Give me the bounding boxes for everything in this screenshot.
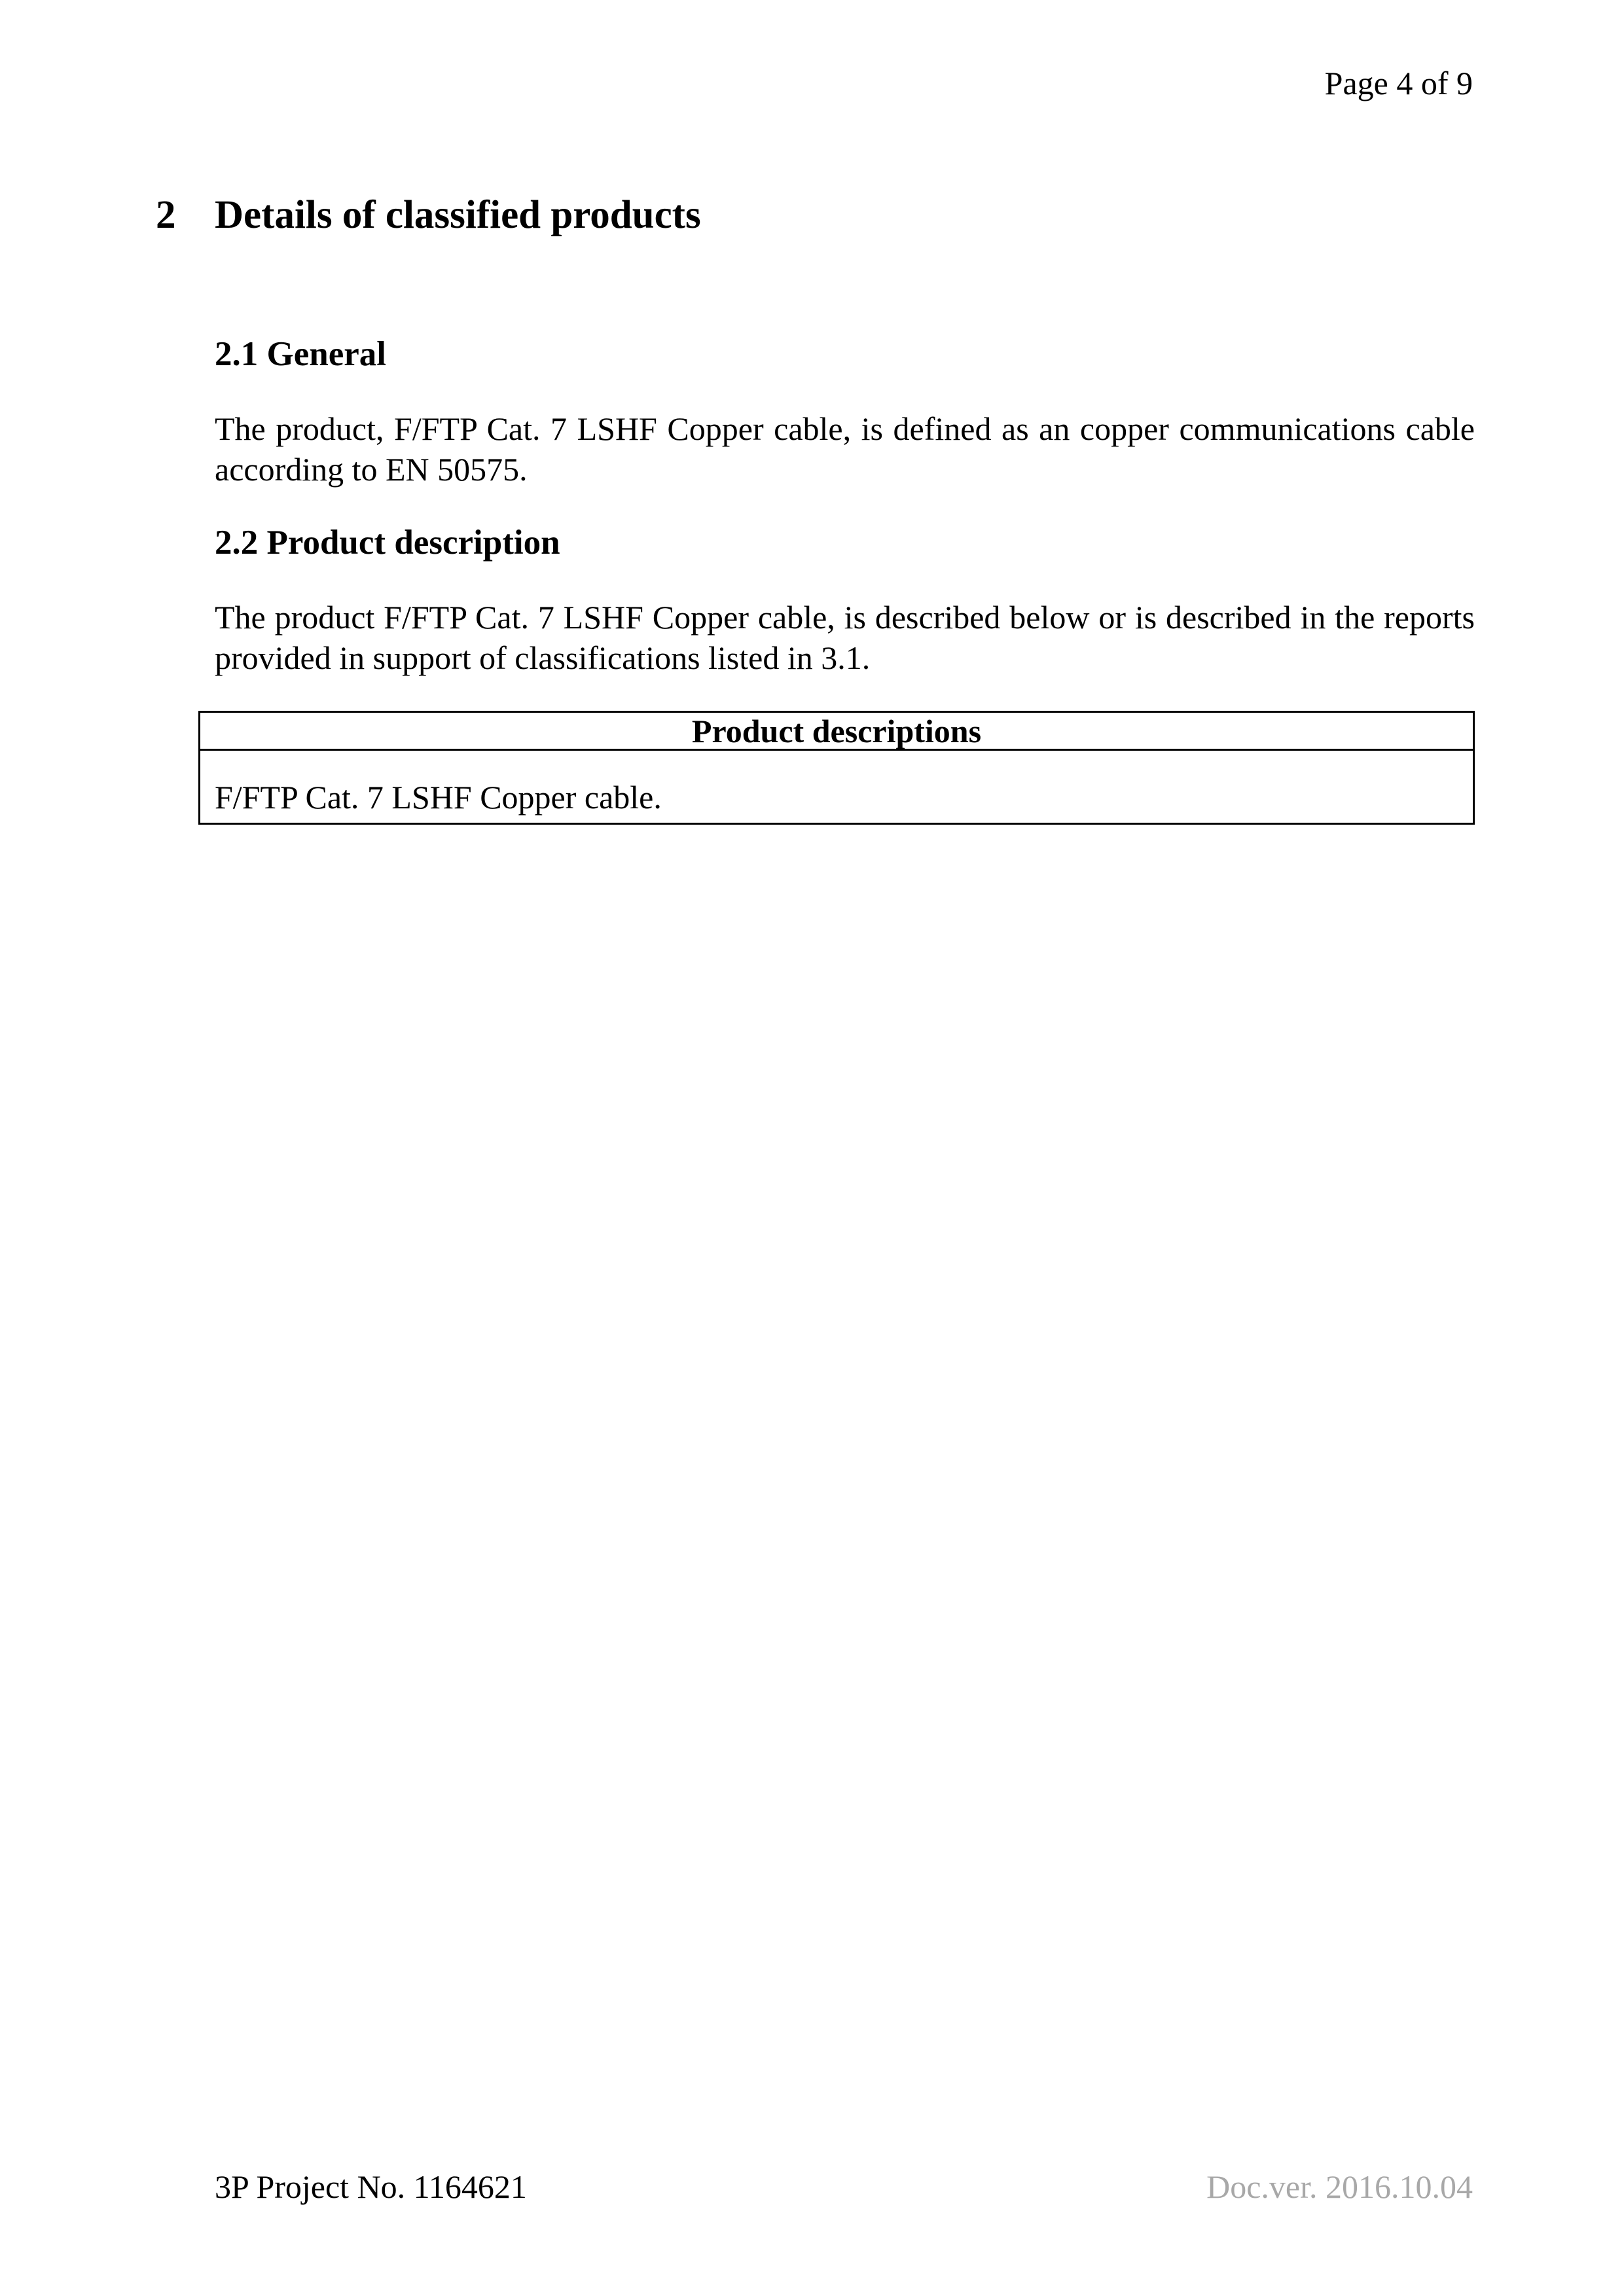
- page-number-label: Page 4 of 9: [1324, 65, 1473, 101]
- product-table-cell-text: F/FTP Cat. 7 LSHF Copper cable.: [215, 779, 662, 816]
- section-heading-product-description: 2.2 Product description: [215, 524, 560, 562]
- general-paragraph: The product, F/FTP Cat. 7 LSHF Copper cable, is defined as an copper communications cable according to EN 50575.: [215, 410, 1475, 488]
- footer-doc-version: Doc.ver. 2016.10.04: [1206, 2168, 1473, 2205]
- section-heading-general: 2.1 General: [215, 335, 386, 373]
- chapter-title: Details of classified products: [215, 193, 701, 237]
- product-table-header-cell: Product descriptions: [200, 713, 1473, 751]
- product-table-row: [200, 751, 1473, 823]
- chapter-heading: [156, 192, 701, 238]
- footer-project-number: 3P Project No. 1164621: [215, 2168, 527, 2205]
- product-description-paragraph: The product F/FTP Cat. 7 LSHF Copper cable, is described below or is described in the reports provided in support of classifications listed in 3.1.: [215, 599, 1475, 676]
- product-descriptions-table: [198, 711, 1475, 825]
- chapter-number: 2: [156, 193, 176, 237]
